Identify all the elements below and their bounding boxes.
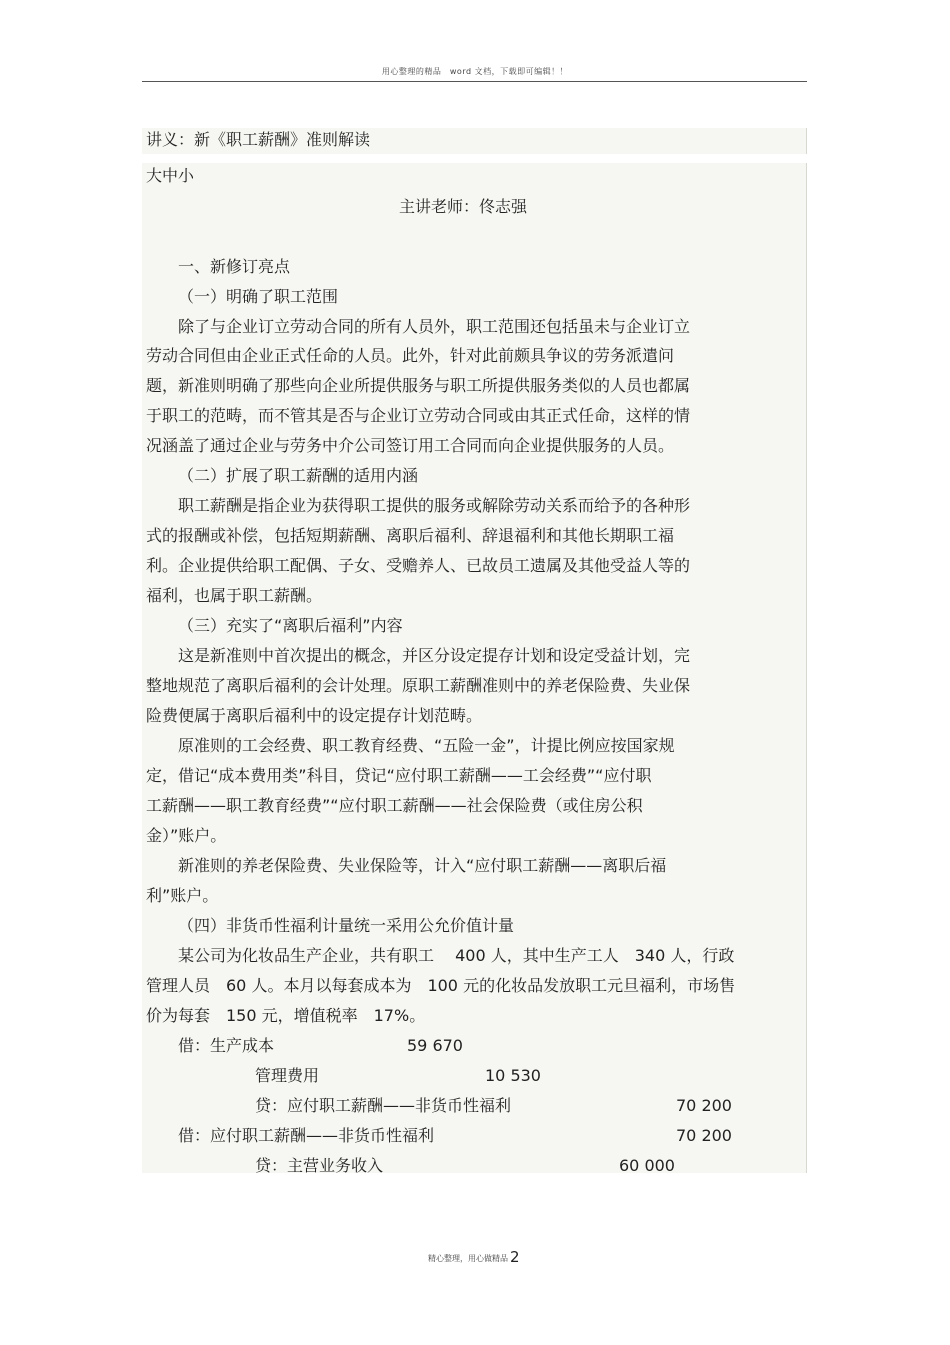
paragraph-line: 定，借记“成本费用类”科目，贷记“应付职工薪酬——工会经费”“应付职 (146, 766, 652, 785)
paragraph-line: 劳动合同但由企业正式任命的人员。此外，针对此前颇具争议的劳务派遣问 (146, 346, 675, 365)
paragraph-line: 这是新准则中首次提出的概念，并区分设定提存计划和设定受益计划，完 (178, 646, 691, 665)
subsection-heading: （三）充实了“离职后福利”内容 (178, 616, 403, 635)
subsection-heading: （四）非货币性福利计量统一采用公允价值计量 (178, 916, 515, 935)
paragraph-line: 题，新准则明确了那些向企业所提供服务与职工所提供服务类似的人员也都属 (146, 376, 691, 395)
paragraph-line: 职工薪酬是指企业为获得职工提供的服务或解除劳动关系而给予的各种形 (178, 496, 691, 515)
entry-label: 贷：应付职工薪酬——非货币性福利 (255, 1096, 512, 1115)
lecturer-line: 主讲老师：佟志强 (399, 197, 528, 216)
entry-label: 借：生产成本 (178, 1036, 275, 1055)
paragraph-line: 况涵盖了通过企业与劳务中介公司签订用工合同而向企业提供服务的人员。 (146, 436, 675, 455)
entry-amount: 10 530 (485, 1066, 541, 1085)
paragraph-line: 原准则的工会经费、职工教育经费、“五险一金”，计提比例应按国家规 (178, 736, 675, 755)
paragraph-line: 于职工的范畴，而不管其是否与企业订立劳动合同或由其正式任命，这样的情 (146, 406, 691, 425)
paragraph-line: 价为每套 150 元，增值税率 17%。 (146, 1006, 426, 1025)
entry-amount: 70 200 (676, 1096, 732, 1115)
paragraph-line: 险费便属于离职后福利中的设定提存计划范畴。 (146, 706, 483, 725)
paragraph-line: 福利，也属于职工薪酬。 (146, 586, 323, 605)
paragraph-line: 金）”账户。 (146, 826, 227, 845)
paragraph-line: 整地规范了离职后福利的会计处理。原职工薪酬准则中的养老保险费、失业保 (146, 676, 691, 695)
paragraph-line: 某公司为化妆品生产企业，共有职工 400 人，其中生产工人 340 人，行政 (178, 946, 735, 965)
entry-amount: 59 670 (407, 1036, 463, 1055)
subsection-heading: （二）扩展了职工薪酬的适用内涵 (178, 466, 419, 485)
page-number: 2 (510, 1248, 520, 1266)
document-title: 讲义：新《职工薪酬》准则解读 (146, 130, 371, 149)
font-size-control[interactable]: 大中小 (146, 166, 195, 185)
entry-label: 管理费用 (255, 1066, 320, 1085)
paragraph-line: 工薪酬——职工教育经费”“应付职工薪酬——社会保险费（或住房公积 (146, 796, 643, 815)
paragraph-line: 利。企业提供给职工配偶、子女、受赡养人、已故员工遗属及其他受益人等的 (146, 556, 691, 575)
entry-amount: 70 200 (676, 1126, 732, 1145)
entry-amount: 60 000 (619, 1156, 675, 1175)
paragraph-line: 新准则的养老保险费、失业保险等，计入“应付职工薪酬——离职后福 (178, 856, 667, 875)
header-text: 用心整理的精品 word 文档，下载即可编辑！！ (381, 67, 569, 76)
paragraph-line: 式的报酬或补偿，包括短期薪酬、离职后福利、辞退福利和其他长期职工福 (146, 526, 675, 545)
section-heading: 一、新修订亮点 (178, 257, 291, 276)
paragraph-line: 管理人员 60 人。本月以每套成本为 100 元的化妆品发放职工元旦福利，市场售 (146, 976, 736, 995)
footer-text: 精心整理，用心做精品 (428, 1254, 508, 1263)
paragraph-line: 利”账户。 (146, 886, 219, 905)
entry-label: 贷：主营业务收入 (255, 1156, 384, 1175)
header-divider (142, 81, 807, 82)
paragraph-line: 除了与企业订立劳动合同的所有人员外，职工范围还包括虽未与企业订立 (178, 317, 691, 336)
entry-label: 借：应付职工薪酬——非货币性福利 (178, 1126, 435, 1145)
subsection-heading: （一）明确了职工范围 (178, 287, 339, 306)
